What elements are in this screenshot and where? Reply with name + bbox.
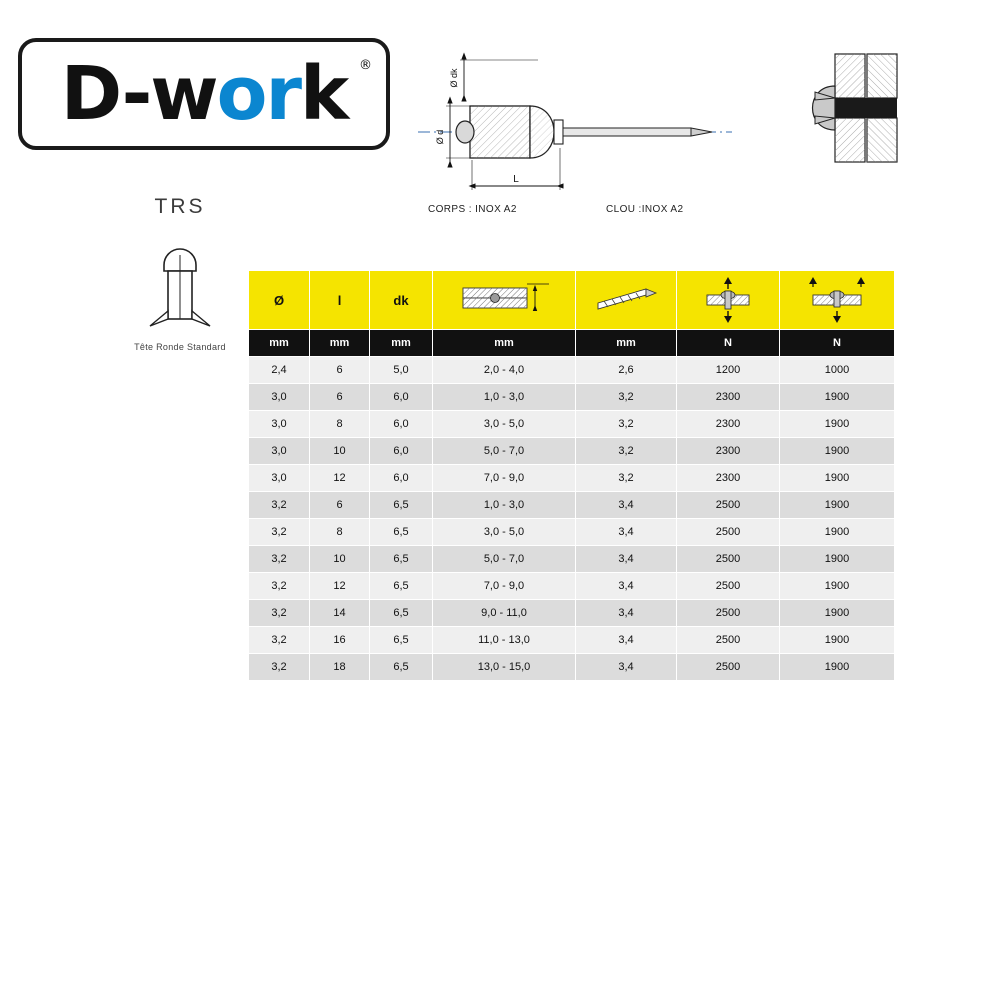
cell-hole-diameter: 3,4: [576, 519, 677, 546]
unit-grip-range: mm: [433, 330, 576, 357]
cell-length: 16: [310, 627, 370, 654]
cell-length: 12: [310, 465, 370, 492]
cell-hole-diameter: 3,2: [576, 384, 677, 411]
cell-length: 8: [310, 519, 370, 546]
cell-tensile-strength: 1900: [780, 384, 895, 411]
cell-tensile-strength: 1900: [780, 465, 895, 492]
cell-hole-diameter: 3,4: [576, 492, 677, 519]
cell-shear-strength: 2500: [677, 573, 780, 600]
cell-head-diameter: 6,0: [370, 411, 433, 438]
logo-wordmark: [60, 51, 348, 137]
registered-trademark-icon: ®: [359, 58, 372, 73]
table-header-row-symbols: [249, 271, 895, 330]
cell-diameter: 3,0: [249, 438, 310, 465]
header-tensile-strength: [780, 271, 895, 330]
cell-head-diameter: 6,5: [370, 600, 433, 627]
cell-grip-range: 5,0 - 7,0: [433, 546, 576, 573]
cell-diameter: 3,2: [249, 573, 310, 600]
cell-head-diameter: 6,5: [370, 492, 433, 519]
cell-hole-diameter: 3,2: [576, 465, 677, 492]
table-row: [249, 465, 895, 492]
cell-shear-strength: 2300: [677, 411, 780, 438]
joint-section-icon: [775, 48, 905, 168]
header-head-diameter: dk: [370, 271, 433, 330]
cell-length: 12: [310, 573, 370, 600]
cell-tensile-strength: 1900: [780, 546, 895, 573]
cell-length: 6: [310, 384, 370, 411]
tensile-strength-icon: [782, 271, 892, 329]
head-type-title: TRS: [154, 195, 206, 218]
cell-head-diameter: 6,5: [370, 573, 433, 600]
cell-tensile-strength: 1900: [780, 519, 895, 546]
drill-hole-icon: [578, 271, 674, 329]
cell-shear-strength: 2300: [677, 438, 780, 465]
cell-diameter: 3,2: [249, 600, 310, 627]
cell-tensile-strength: 1900: [780, 573, 895, 600]
cell-head-diameter: 6,0: [370, 438, 433, 465]
cell-hole-diameter: 2,6: [576, 357, 677, 384]
cell-grip-range: 9,0 - 11,0: [433, 600, 576, 627]
cell-diameter: 3,2: [249, 492, 310, 519]
cell-shear-strength: 2500: [677, 492, 780, 519]
cell-tensile-strength: 1900: [780, 492, 895, 519]
cell-head-diameter: 5,0: [370, 357, 433, 384]
header-hole-diameter: [576, 271, 677, 330]
cell-grip-range: 2,0 - 4,0: [433, 357, 576, 384]
unit-diameter: mm: [249, 330, 310, 357]
header-length: l: [310, 271, 370, 330]
brand-logo: [18, 38, 390, 150]
cell-length: 6: [310, 357, 370, 384]
head-type-caption: Tête Ronde Standard: [134, 342, 226, 352]
cell-grip-range: 1,0 - 3,0: [433, 384, 576, 411]
cell-grip-range: 11,0 - 13,0: [433, 627, 576, 654]
specification-table: [248, 270, 895, 681]
cell-hole-diameter: 3,4: [576, 573, 677, 600]
header-grip-range: [433, 271, 576, 330]
cell-hole-diameter: 3,2: [576, 411, 677, 438]
cell-grip-range: 7,0 - 9,0: [433, 465, 576, 492]
table-row: [249, 384, 895, 411]
rivet-dimension-diagram-icon: [410, 40, 740, 200]
cell-length: 18: [310, 654, 370, 681]
table-row: [249, 600, 895, 627]
table-row: [249, 546, 895, 573]
header-diameter: Ø: [249, 271, 310, 330]
cell-head-diameter: 6,5: [370, 519, 433, 546]
table-row: [249, 627, 895, 654]
cell-head-diameter: 6,5: [370, 627, 433, 654]
cell-diameter: 3,0: [249, 465, 310, 492]
table-row: [249, 438, 895, 465]
cell-diameter: 2,4: [249, 357, 310, 384]
svg-text:Ø d: Ø d: [435, 129, 445, 145]
cell-tensile-strength: 1900: [780, 627, 895, 654]
cell-grip-range: 5,0 - 7,0: [433, 438, 576, 465]
svg-text:Ø dk: Ø dk: [449, 68, 459, 88]
unit-hole-diameter: mm: [576, 330, 677, 357]
table-row: [249, 573, 895, 600]
logo-text-part-1: D-w: [60, 51, 217, 137]
cell-grip-range: 13,0 - 15,0: [433, 654, 576, 681]
cell-diameter: 3,2: [249, 519, 310, 546]
cell-shear-strength: 2500: [677, 546, 780, 573]
cell-tensile-strength: 1000: [780, 357, 895, 384]
cell-head-diameter: 6,0: [370, 465, 433, 492]
cell-tensile-strength: 1900: [780, 438, 895, 465]
assembled-joint-drawing: [775, 48, 905, 168]
unit-tensile-strength: N: [780, 330, 895, 357]
cell-shear-strength: 2500: [677, 627, 780, 654]
cell-shear-strength: 2500: [677, 654, 780, 681]
cell-shear-strength: 2300: [677, 465, 780, 492]
unit-shear-strength: N: [677, 330, 780, 357]
logo-inner: [30, 48, 378, 140]
table-head: [249, 271, 895, 357]
cell-hole-diameter: 3,4: [576, 600, 677, 627]
table-row: [249, 654, 895, 681]
cell-diameter: 3,0: [249, 411, 310, 438]
cell-length: 6: [310, 492, 370, 519]
cell-tensile-strength: 1900: [780, 411, 895, 438]
cell-diameter: 3,2: [249, 654, 310, 681]
cell-tensile-strength: 1900: [780, 654, 895, 681]
cell-hole-diameter: 3,4: [576, 546, 677, 573]
material-nail-label: CLOU :INOX A2: [606, 204, 684, 215]
table-header-row-units: [249, 330, 895, 357]
table-row: [249, 519, 895, 546]
logo-text-part-2: or: [216, 51, 300, 137]
table-body: [249, 357, 895, 681]
cell-length: 10: [310, 546, 370, 573]
cell-shear-strength: 2300: [677, 384, 780, 411]
cell-tensile-strength: 1900: [780, 600, 895, 627]
cell-length: 14: [310, 600, 370, 627]
material-body-label: CORPS : INOX A2: [428, 204, 517, 215]
rivet-technical-drawing: [410, 40, 740, 200]
unit-head-diameter: mm: [370, 330, 433, 357]
grip-range-icon: [435, 271, 573, 329]
cell-diameter: 3,2: [249, 546, 310, 573]
cell-head-diameter: 6,5: [370, 654, 433, 681]
table-row: [249, 357, 895, 384]
cell-hole-diameter: 3,2: [576, 438, 677, 465]
cell-length: 8: [310, 411, 370, 438]
cell-shear-strength: 2500: [677, 519, 780, 546]
cell-hole-diameter: 3,4: [576, 627, 677, 654]
cell-grip-range: 7,0 - 9,0: [433, 573, 576, 600]
header-shear-strength: [677, 271, 780, 330]
unit-length: mm: [310, 330, 370, 357]
cell-shear-strength: 2500: [677, 600, 780, 627]
cell-length: 10: [310, 438, 370, 465]
cell-grip-range: 1,0 - 3,0: [433, 492, 576, 519]
round-head-rivet-icon: [120, 231, 240, 336]
svg-text:L: L: [513, 174, 519, 185]
cell-head-diameter: 6,5: [370, 546, 433, 573]
cell-grip-range: 3,0 - 5,0: [433, 519, 576, 546]
cell-head-diameter: 6,0: [370, 384, 433, 411]
cell-diameter: 3,2: [249, 627, 310, 654]
cell-shear-strength: 1200: [677, 357, 780, 384]
shear-strength-icon: [679, 271, 777, 329]
table-row: [249, 411, 895, 438]
cell-hole-diameter: 3,4: [576, 654, 677, 681]
cell-diameter: 3,0: [249, 384, 310, 411]
logo-text-part-3: k: [300, 51, 348, 137]
cell-grip-range: 3,0 - 5,0: [433, 411, 576, 438]
table-row: [249, 492, 895, 519]
